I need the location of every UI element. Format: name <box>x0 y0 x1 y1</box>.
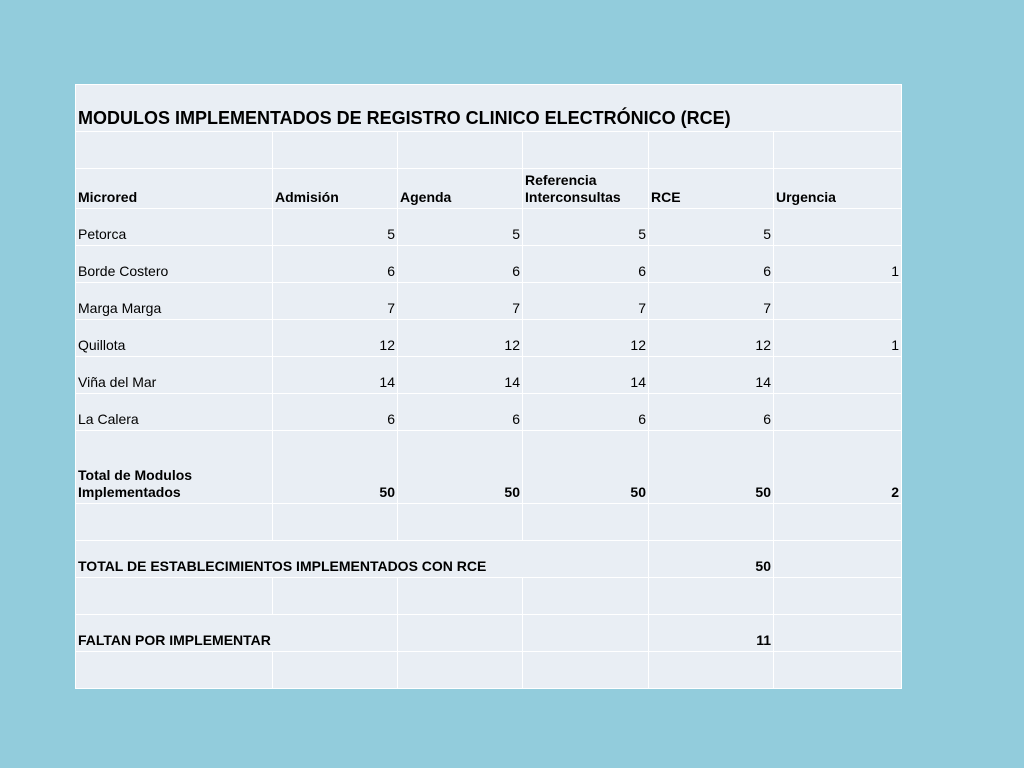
empty-row <box>76 132 902 169</box>
totals-row <box>76 431 902 504</box>
empty-cell <box>523 132 649 169</box>
faltan-label: FALTAN POR IMPLEMENTAR <box>76 615 398 652</box>
empty-cell <box>76 578 273 615</box>
admision-cell: 5 <box>273 209 398 246</box>
empty-cell <box>273 132 398 169</box>
empty-cell <box>398 504 523 541</box>
totals-label: Total de Modulos Implementados <box>76 431 273 504</box>
empty-cell <box>649 652 774 689</box>
admision-cell: 14 <box>273 357 398 394</box>
empty-row <box>76 652 902 689</box>
agenda-cell: 6 <box>398 394 523 431</box>
agenda-cell: 12 <box>398 320 523 357</box>
column-header-rce: RCE <box>649 169 774 209</box>
agenda-cell: 5 <box>398 209 523 246</box>
empty-cell <box>774 615 902 652</box>
microred-cell: La Calera <box>76 394 273 431</box>
referencia-cell: 6 <box>523 246 649 283</box>
table-row <box>76 209 902 246</box>
admision-cell: 6 <box>273 394 398 431</box>
empty-cell <box>774 578 902 615</box>
admision-cell: 6 <box>273 246 398 283</box>
empty-cell <box>774 504 902 541</box>
empty-cell <box>273 504 398 541</box>
total-rce: 50 <box>649 431 774 504</box>
empty-cell <box>523 652 649 689</box>
urgencia-cell <box>774 394 902 431</box>
referencia-cell: 6 <box>523 394 649 431</box>
empty-cell <box>523 578 649 615</box>
rce-modules-table-container <box>75 84 901 686</box>
table-row <box>76 394 902 431</box>
total-establecimientos-row <box>76 541 902 578</box>
empty-cell <box>774 652 902 689</box>
total-agenda: 50 <box>398 431 523 504</box>
total-establecimientos-label: TOTAL DE ESTABLECIMIENTOS IMPLEMENTADOS CON RCE <box>76 541 649 578</box>
table-row <box>76 357 902 394</box>
column-header-referencia: Referencia Interconsultas <box>523 169 649 209</box>
table-title: MODULOS IMPLEMENTADOS DE REGISTRO CLINICO ELECTRÓNICO (RCE) <box>76 85 902 132</box>
rce-modules-table <box>75 84 902 689</box>
column-header-admision: Admisión <box>273 169 398 209</box>
total-establecimientos-value: 50 <box>649 541 774 578</box>
header-row <box>76 169 902 209</box>
microred-cell: Marga Marga <box>76 283 273 320</box>
empty-cell <box>649 132 774 169</box>
urgencia-cell: 1 <box>774 246 902 283</box>
empty-cell <box>273 652 398 689</box>
agenda-cell: 14 <box>398 357 523 394</box>
rce-cell: 5 <box>649 209 774 246</box>
microred-cell: Borde Costero <box>76 246 273 283</box>
microred-cell: Quillota <box>76 320 273 357</box>
rce-cell: 7 <box>649 283 774 320</box>
total-referencia: 50 <box>523 431 649 504</box>
referencia-cell: 14 <box>523 357 649 394</box>
column-header-urgencia: Urgencia <box>774 169 902 209</box>
empty-cell <box>649 578 774 615</box>
urgencia-cell: 1 <box>774 320 902 357</box>
referencia-cell: 7 <box>523 283 649 320</box>
empty-cell <box>398 615 523 652</box>
empty-cell <box>649 504 774 541</box>
urgencia-cell <box>774 357 902 394</box>
referencia-cell: 5 <box>523 209 649 246</box>
faltan-value: 11 <box>649 615 774 652</box>
empty-cell <box>76 132 273 169</box>
empty-cell <box>398 652 523 689</box>
rce-cell: 6 <box>649 394 774 431</box>
table-row <box>76 320 902 357</box>
empty-cell <box>273 578 398 615</box>
admision-cell: 12 <box>273 320 398 357</box>
table-row <box>76 246 902 283</box>
admision-cell: 7 <box>273 283 398 320</box>
microred-cell: Viña del Mar <box>76 357 273 394</box>
empty-row <box>76 578 902 615</box>
rce-cell: 6 <box>649 246 774 283</box>
empty-row <box>76 504 902 541</box>
empty-cell <box>523 504 649 541</box>
column-header-microred: Microred <box>76 169 273 209</box>
rce-cell: 14 <box>649 357 774 394</box>
agenda-cell: 7 <box>398 283 523 320</box>
empty-cell <box>76 652 273 689</box>
microred-cell: Petorca <box>76 209 273 246</box>
table-row <box>76 283 902 320</box>
empty-cell <box>76 504 273 541</box>
agenda-cell: 6 <box>398 246 523 283</box>
total-urgencia: 2 <box>774 431 902 504</box>
referencia-cell: 12 <box>523 320 649 357</box>
faltan-row <box>76 615 902 652</box>
column-header-agenda: Agenda <box>398 169 523 209</box>
urgencia-cell <box>774 209 902 246</box>
rce-cell: 12 <box>649 320 774 357</box>
urgencia-cell <box>774 283 902 320</box>
empty-cell <box>398 132 523 169</box>
title-row <box>76 85 902 132</box>
empty-cell <box>398 578 523 615</box>
empty-cell <box>774 132 902 169</box>
total-admision: 50 <box>273 431 398 504</box>
empty-cell <box>774 541 902 578</box>
empty-cell <box>523 615 649 652</box>
